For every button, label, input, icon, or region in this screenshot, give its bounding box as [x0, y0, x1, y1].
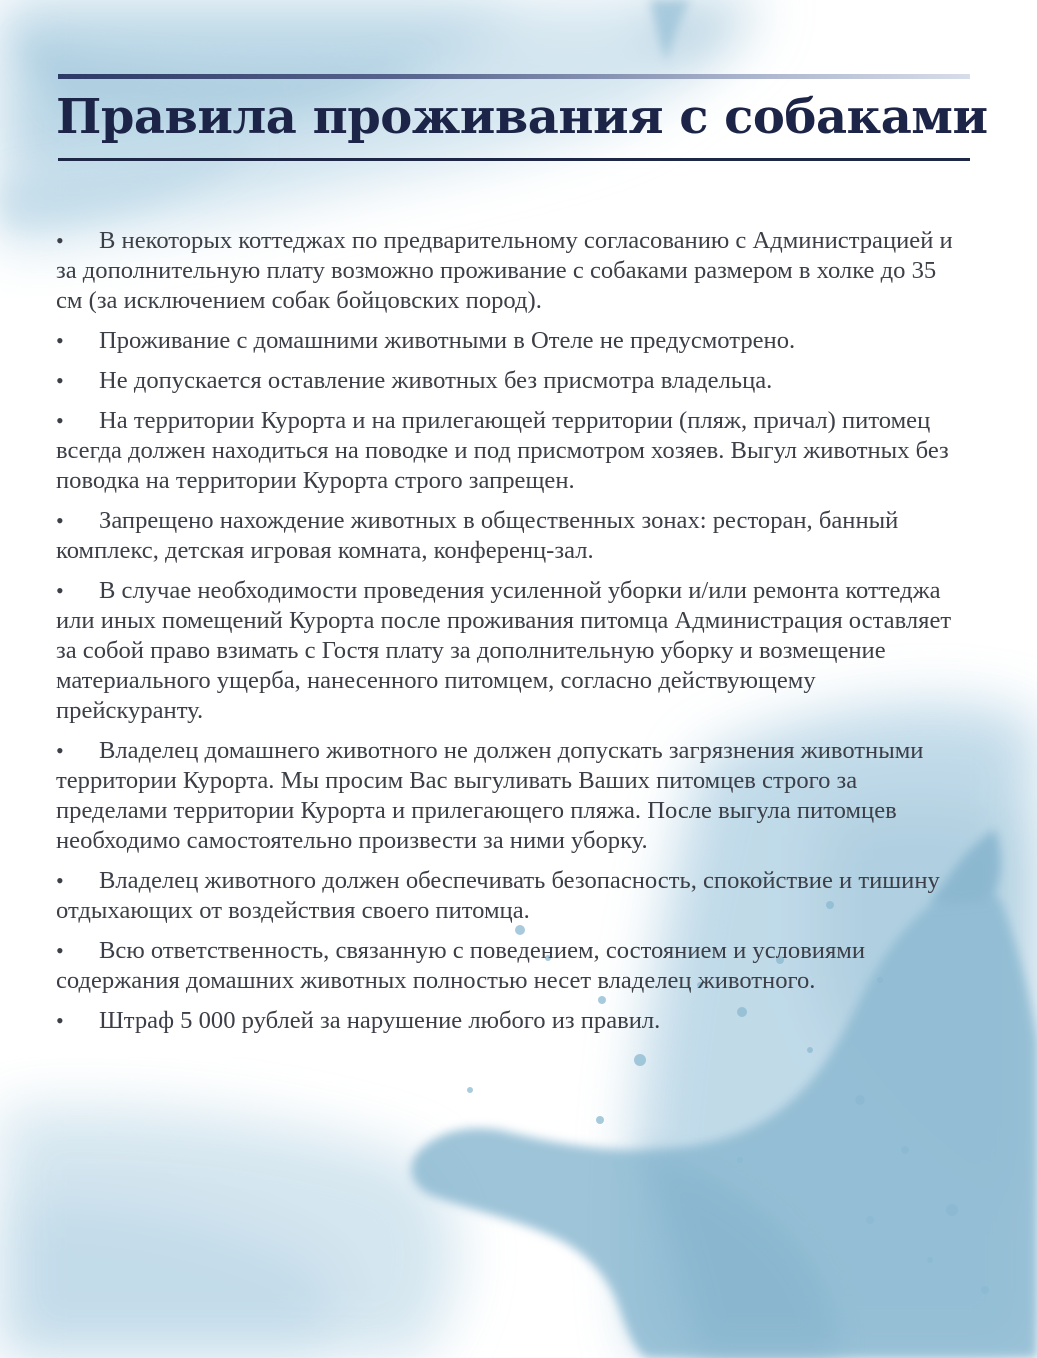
rule-text: В случае необходимости проведения усиленной уборки и/или ремонта коттеджа или иных помещений Курорта после проживания питомца Администрация оставляет за собой право взимать с Гостя плату за дополнительную уборку и возмещение материального ущерба, нанесенного питомцем, согласно действующему прейскуранту. [56, 577, 952, 724]
bullet-icon: • [56, 868, 64, 893]
list-item [56, 736, 961, 856]
bullet-icon: • [56, 1008, 64, 1033]
bottom-watercolor-wash [0, 1107, 458, 1358]
rule-text: В некоторых коттеджах по предварительному согласованию с Администрацией и за дополнительную плату возможно проживание с собаками размером в холке до 35 см (за исключением собак бойцовских пород). [56, 227, 953, 314]
rule-text: Проживание с домашними животными в Отеле не предусмотрено. [99, 327, 796, 354]
rule-text: Штраф 5 000 рублей за нарушение любого из правил. [99, 1007, 661, 1034]
list-item [56, 226, 961, 316]
rule-text: Владелец животного должен обеспечивать безопасность, спокойствие и тишину отдыхающих от воздействия своего питомца. [56, 867, 940, 924]
bullet-icon: • [56, 938, 64, 963]
bullet-icon: • [56, 578, 64, 603]
rule-text: Не допускается оставление животных без присмотра владельца. [99, 367, 773, 394]
list-item [56, 576, 961, 726]
bullet-icon: • [56, 228, 64, 253]
rule-text: Запрещено нахождение животных в общественных зонах: ресторан, банный комплекс, детская игровая комната, конференц-зал. [56, 507, 899, 564]
bullet-icon: • [56, 738, 64, 763]
list-item [56, 406, 961, 496]
title-underline [58, 158, 970, 161]
list-item [56, 506, 961, 566]
bullet-icon: • [56, 368, 64, 393]
rules-list [56, 226, 961, 1046]
rule-text: Всю ответственность, связанную с поведением, состоянием и условиями содержания домашних животных полностью несет владелец животного. [56, 937, 866, 994]
list-item [56, 326, 961, 356]
bullet-icon: • [56, 408, 64, 433]
rule-text: На территории Курорта и на прилегающей территории (пляж, причал) питомец всегда должен находиться на поводке и под присмотром хозяев. Выгул животных без поводка на территории Курорта строго запрещен. [56, 407, 949, 494]
list-item [56, 1006, 961, 1036]
page-title: Правила проживания с собаками [56, 89, 988, 145]
list-item [56, 866, 961, 926]
bullet-icon: • [56, 328, 64, 353]
bullet-icon: • [56, 508, 64, 533]
list-item [56, 936, 961, 996]
list-item [56, 366, 961, 396]
rule-text: Владелец домашнего животного не должен допускать загрязнения животными территории Курорта. Мы просим Вас выгуливать Ваших питомцев строго за пределами территории Курорта и прилегающего пляжа. После выгула питомцев необходимо самостоятельно произвести за ними уборку. [56, 737, 924, 854]
title-top-rule [58, 74, 970, 79]
